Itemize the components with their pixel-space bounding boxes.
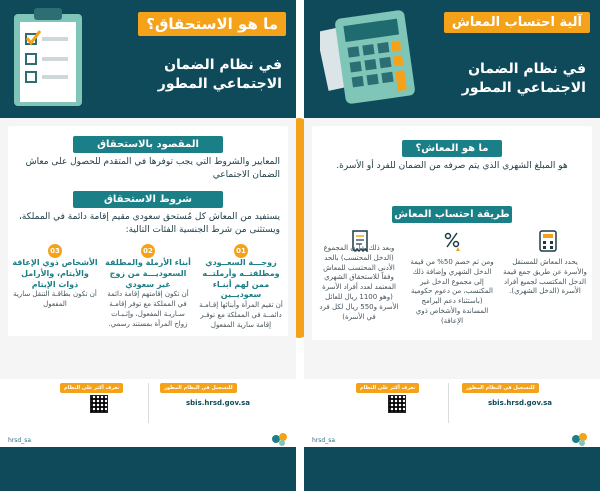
calculation-content	[312, 126, 592, 340]
footer-bar	[304, 447, 600, 491]
footer-divider	[448, 383, 449, 423]
section-heading-what-is-pension: ما هو المعاش؟	[402, 140, 502, 157]
footer	[304, 379, 600, 491]
calc-step-body-2: ومن ثم خصم 50% من قيمة الدخل الشهري وإضافة ذلك إلى مجموع الدخل غير المكتسب، من دعوم حكومية (باستثناء دعم البرامج المساندة والأشخاص ذوي الإعاقة)	[410, 258, 494, 325]
footer-divider	[148, 383, 149, 423]
section-text-what-is-pension: هو المبلغ الشهري الذي يتم صرفه من الضمان للفرد أو الأسرة.	[336, 161, 568, 171]
calc-step-2	[409, 258, 495, 327]
footer-bar	[0, 447, 296, 491]
pill-know-more: تعرف أكثر على النظام	[60, 383, 123, 393]
percent-down-icon	[442, 230, 462, 252]
condition-column-3	[12, 238, 98, 310]
clipboard-checklist-icon	[10, 6, 90, 110]
section-text-conditions: يستفيد من المعاش كل مُستحق سعودي مقيم إقامة دائمة في المملكة، ويستثنى من شرط الجنسية الفئات التالية:	[18, 212, 280, 236]
badge-title: ما هو الاستحقاق؟	[138, 12, 286, 36]
condition-number-3: 03	[48, 244, 62, 258]
footer	[0, 379, 296, 491]
section-text-meaning: المعايير والشروط التي يجب توفرها في المتقدم للحصول على معاش الضمان الاجتماعي	[25, 157, 280, 181]
hero-banner	[304, 0, 600, 118]
hero-heading-line1: في نظام الضمان	[468, 61, 586, 77]
footer-url[interactable]: sbis.hrsd.gov.sa	[186, 399, 251, 407]
badge-title: آلية احتساب المعاش	[444, 12, 590, 33]
condition-body-2: أن تكون إقامتهم إقامة دائمة في المملكة مع توفر إقامـة سـاريـة المفعول، وإثـبـات زواج المرأة بمستند رسمي.	[107, 290, 189, 328]
hero-heading-line2: الاجتماعي المطور	[157, 75, 282, 92]
condition-column-2	[105, 238, 191, 330]
condition-body-3: أن تكون بطاقـة التنقل سارية المفعول	[13, 290, 97, 309]
pension-calculation-page	[304, 0, 600, 491]
hero-heading	[462, 60, 586, 98]
condition-column-1	[198, 238, 284, 331]
hero-banner	[0, 0, 296, 118]
condition-title-2: أبناء الأرملة والمطلقة السعوديـــة من زوج غير سعودي	[105, 258, 191, 289]
condition-title-3: الأشخاص ذوي الإعاقة والأيتام، والأرامل ذوات الإيتام	[12, 258, 98, 289]
calc-step-body-3: وبعد ذلك يقارن المجموع (الدخل المحتسب) بالحد الأدنى المحتسب للمعاش وفقاً للاستحقاق الشهري المعتمد لعدد أفراد الأسرة (وهو 1100 ريال للعائل الأسرة و550 ريال لكل فرد في الأسرة)	[319, 244, 399, 321]
hero-heading-line2: الاجتماعي المطور	[461, 79, 586, 96]
eligibility-content	[8, 126, 288, 336]
hero-heading-line1: في نظام الضمان	[164, 57, 282, 73]
qr-code-icon	[388, 395, 406, 413]
calc-step-1	[502, 258, 588, 297]
pill-register: للتسجيل في النظام المطور	[462, 383, 539, 393]
ministry-logo-icon	[270, 431, 290, 447]
qr-code-icon	[90, 395, 108, 413]
condition-number-2: 02	[141, 244, 155, 258]
eligibility-page	[0, 0, 296, 491]
condition-number-1: 01	[234, 244, 248, 258]
section-heading-calc-method: طريقة احتساب المعاش	[392, 206, 512, 223]
footer-url[interactable]: sbis.hrsd.gov.sa	[488, 399, 553, 407]
pill-know-more: تعرف أكثر على النظام	[356, 383, 419, 393]
social-handle: hrsd_sa	[312, 437, 336, 444]
ministry-logo-icon	[570, 431, 590, 447]
hero-heading	[158, 56, 282, 94]
calc-step-3	[316, 244, 402, 322]
section-heading-meaning: المقصود بالاستحقاق	[73, 136, 223, 153]
calculator-small-icon	[538, 230, 558, 252]
pill-register: للتسجيل في النظام المطور	[160, 383, 237, 393]
social-handle: hrsd_sa	[8, 437, 32, 444]
calculator-icon	[320, 8, 420, 106]
section-heading-conditions: شروط الاستحقاق	[73, 191, 223, 208]
condition-body-1: أن تقيم المرأة وأبنائها إقـامـة دائمــة في المملكة مع توفـر إقامة سارية المفعول	[199, 301, 283, 329]
condition-title-1: زوجـــة السعــودي ومطلقتــه وأرملتــه ممن لهم أبنـاء سعوديــين	[202, 258, 280, 300]
calc-step-body-1: يحدد المعاش للمستقل والأسرة عن طريق جمع قيمة الدخل المكتسب لجميع أفراد الأسرة (الدخل الشهري).	[503, 258, 587, 296]
